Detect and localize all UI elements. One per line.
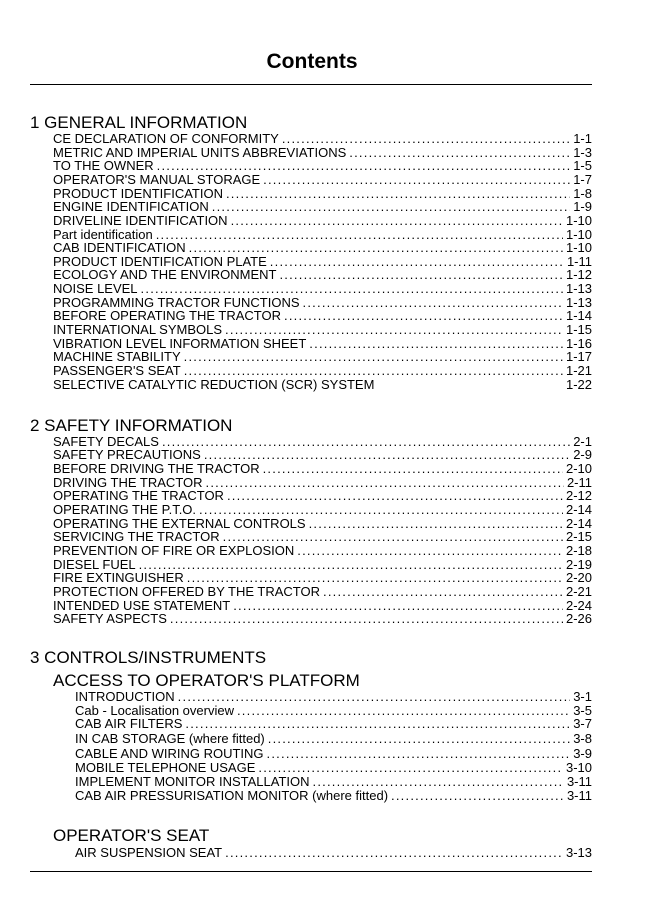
toc-entry-label: INTENDED USE STATEMENT [53,598,231,613]
toc-entry-page: 2-18 [565,543,592,558]
toc-entry-label: MOBILE TELEPHONE USAGE [75,760,256,775]
toc-entry[interactable] [75,689,592,704]
leader-dots [170,611,563,626]
toc-entry-page: 2-15 [565,529,592,544]
toc-entry[interactable] [75,746,592,761]
toc-entry[interactable] [75,716,592,731]
toc-entry-label: SAFETY PRECAUTIONS [53,447,201,462]
toc-entry[interactable] [53,131,592,146]
toc-entry-label: OPERATING THE TRACTOR [53,488,224,503]
toc-entry-label: METRIC AND IMPERIAL UNITS ABBREVIATIONS [53,145,347,160]
toc-entry-page: 2-10 [565,461,592,476]
toc-entry[interactable] [53,543,592,558]
section-heading-controls-instruments: 3 CONTROLS/INSTRUMENTS [30,648,267,667]
toc-entry-page: 1-13 [565,281,592,296]
toc-entry-label: BEFORE OPERATING THE TRACTOR [53,308,282,323]
toc-entry-page: 1-14 [565,308,592,323]
leader-dots [225,845,563,860]
toc-entry-label: INTRODUCTION [75,689,175,704]
page-title: Contents [266,50,358,73]
toc-entry-page: 1-10 [565,213,592,228]
toc-entry-label: BEFORE DRIVING THE TRACTOR [53,461,260,476]
toc-entry-page: 2-11 [566,475,592,490]
toc-entry-page: 3-5 [573,703,592,718]
toc-entry-label: ENGINE IDENTIFICATION [53,199,209,214]
toc-entry[interactable] [53,447,592,462]
toc-entry-label: IN CAB STORAGE (where fitted) [75,731,265,746]
toc-entry-label: CAB AIR PRESSURISATION MONITOR (where fitted) [75,788,389,803]
toc-entry-page: 3-13 [565,845,592,860]
leader-dots [204,447,570,462]
toc-entry[interactable] [75,788,592,803]
toc-entry[interactable] [53,461,592,476]
leader-dots [184,363,563,378]
toc-entry-label: PRODUCT IDENTIFICATION PLATE [53,254,267,269]
toc-entry-label: CAB IDENTIFICATION [53,240,186,255]
toc-entry-page: 2-1 [573,434,592,449]
toc-entry-label: IMPLEMENT MONITOR INSTALLATION [75,774,310,789]
toc-entry-page: 2-24 [565,598,592,613]
toc-entry-label: SELECTIVE CATALYTIC REDUCTION (SCR) SYSTEM [53,377,375,392]
toc-entry[interactable] [75,774,592,789]
leader-dots [225,322,563,337]
leader-dots [227,488,563,503]
leader-dots [391,788,564,803]
toc-entry-page: 3-7 [573,716,592,731]
toc-entry-label: DIESEL FUEL [53,557,136,572]
toc-entry[interactable] [53,172,592,187]
toc-entry-label: OPERATING THE EXTERNAL CONTROLS [53,516,306,531]
toc-entry[interactable] [53,349,592,364]
toc-entry[interactable] [53,240,592,255]
toc-entry-label: NOISE LEVEL [53,281,138,296]
toc-entry-label: PROGRAMMING TRACTOR FUNCTIONS [53,295,300,310]
toc-entry[interactable] [53,199,592,214]
toc-entry-label: DRIVING THE TRACTOR [53,475,203,490]
toc-entry[interactable] [53,158,592,173]
toc-entry-label: OPERATOR'S MANUAL STORAGE [53,172,261,187]
toc-entry[interactable] [75,845,592,860]
footer-divider [30,871,592,872]
toc-entry-page: 3-10 [565,760,592,775]
subsection-heading-access-to-operators-platform: ACCESS TO OPERATOR'S PLATFORM [53,671,360,690]
toc-entry-page: 3-11 [566,774,592,789]
leader-dots [282,131,570,146]
toc-entry[interactable] [53,611,592,626]
toc-entry-page: 3-9 [573,746,592,761]
leader-dots [279,267,563,282]
toc-entry[interactable] [53,267,592,282]
leader-dots [223,529,563,544]
toc-entry-label: TO THE OWNER [53,158,154,173]
toc-entry-label: OPERATING THE P.T.O. [53,502,197,517]
toc-entry-label: FIRE EXTINGUISHER [53,570,184,585]
leader-dots [231,213,563,228]
toc-entry[interactable] [53,502,592,517]
toc-entry-page: 2-19 [565,557,592,572]
toc-entry-page: 1-10 [565,240,592,255]
toc-entry[interactable] [53,584,592,599]
toc-entry[interactable] [53,570,592,585]
toc-entry-label: CABLE AND WIRING ROUTING [75,746,264,761]
toc-entry-page: 2-14 [565,502,592,517]
toc-entry-page: 1-22 [565,377,592,392]
toc-entry-label: CAB AIR FILTERS [75,716,183,731]
subsection-heading-operators-seat: OPERATOR'S SEAT [53,826,210,845]
toc-entry-label: PREVENTION OF FIRE OR EXPLOSION [53,543,295,558]
toc-entry-label: CE DECLARATION OF CONFORMITY [53,131,279,146]
toc-entry-page: 1-7 [573,172,592,187]
leader-dots [199,502,563,517]
toc-entry[interactable] [53,377,592,392]
section-heading-general-information: 1 GENERAL INFORMATION [30,113,248,132]
leader-dots [185,716,570,731]
toc-entry[interactable] [53,363,592,378]
toc-entry-page: 2-9 [573,447,592,462]
toc-entry-page: 1-8 [573,186,592,201]
toc-entry[interactable] [53,529,592,544]
leader-dots [184,349,563,364]
toc-entry-label: AIR SUSPENSION SEAT [75,845,223,860]
leader-dots [258,760,563,775]
leader-dots [141,281,563,296]
toc-entry-label: SAFETY DECALS [53,434,159,449]
toc-entry-page: 3-11 [566,788,592,803]
leader-dots [263,172,570,187]
toc-entry-page: 2-20 [565,570,592,585]
toc-entry-page: 3-8 [573,731,592,746]
toc-entry-label: VIBRATION LEVEL INFORMATION SHEET [53,336,307,351]
toc-entry-page: 1-16 [565,336,592,351]
toc-entry-label: PRODUCT IDENTIFICATION [53,186,223,201]
leader-dots [297,543,563,558]
toc-entry-page: 2-21 [565,584,592,599]
toc-entry[interactable] [53,281,592,296]
toc-entry-page: 3-1 [573,689,592,704]
toc-entry-label: DRIVELINE IDENTIFICATION [53,213,228,228]
leader-dots [212,199,570,214]
toc-entry-page: 1-3 [573,145,592,160]
toc-entry-label: INTERNATIONAL SYMBOLS [53,322,223,337]
toc-entry-page: 1-9 [573,199,592,214]
section-heading-safety-information: 2 SAFETY INFORMATION [30,416,233,435]
toc-entry-page: 1-5 [573,158,592,173]
leader-dots [189,240,563,255]
toc-entry[interactable] [75,760,592,775]
toc-entry-label: MACHINE STABILITY [53,349,181,364]
toc-entry-page: 1-11 [566,254,592,269]
leader-dots [268,731,570,746]
toc-entry-page: 1-1 [573,131,592,146]
toc-entry-page: 1-10 [565,227,592,242]
title-divider [30,84,592,85]
toc-entry-page: 1-15 [565,322,592,337]
toc-entry-page: 1-21 [565,363,592,378]
toc-entry-label: ECOLOGY AND THE ENVIRONMENT [53,267,277,282]
toc-entry[interactable] [53,213,592,228]
leader-dots [323,584,563,599]
toc-entry[interactable] [75,731,592,746]
toc-entry-label: SAFETY ASPECTS [53,611,167,626]
toc-entry-label: PASSENGER'S SEAT [53,363,181,378]
toc-entry-label: PROTECTION OFFERED BY THE TRACTOR [53,584,321,599]
toc-entry[interactable] [53,322,592,337]
toc-entry-label: Part identification [53,227,153,242]
toc-entry[interactable] [53,488,592,503]
leader-dots [178,689,571,704]
leader-dots [157,158,571,173]
toc-entry[interactable] [53,308,592,323]
toc-entry-label: SERVICING THE TRACTOR [53,529,220,544]
leader-dots [263,461,563,476]
leader-dots [267,746,571,761]
toc-entry-label: Cab - Localisation overview [75,703,234,718]
toc-entry-page: 2-26 [565,611,592,626]
toc-entry-page: 2-14 [565,516,592,531]
leader-dots [313,774,564,789]
toc-entry-page: 2-12 [565,488,592,503]
leader-dots [187,570,563,585]
leader-dots [284,308,563,323]
toc-entry-page: 1-12 [565,267,592,282]
toc-entry-page: 1-17 [565,349,592,364]
toc-entry-page: 1-13 [565,295,592,310]
